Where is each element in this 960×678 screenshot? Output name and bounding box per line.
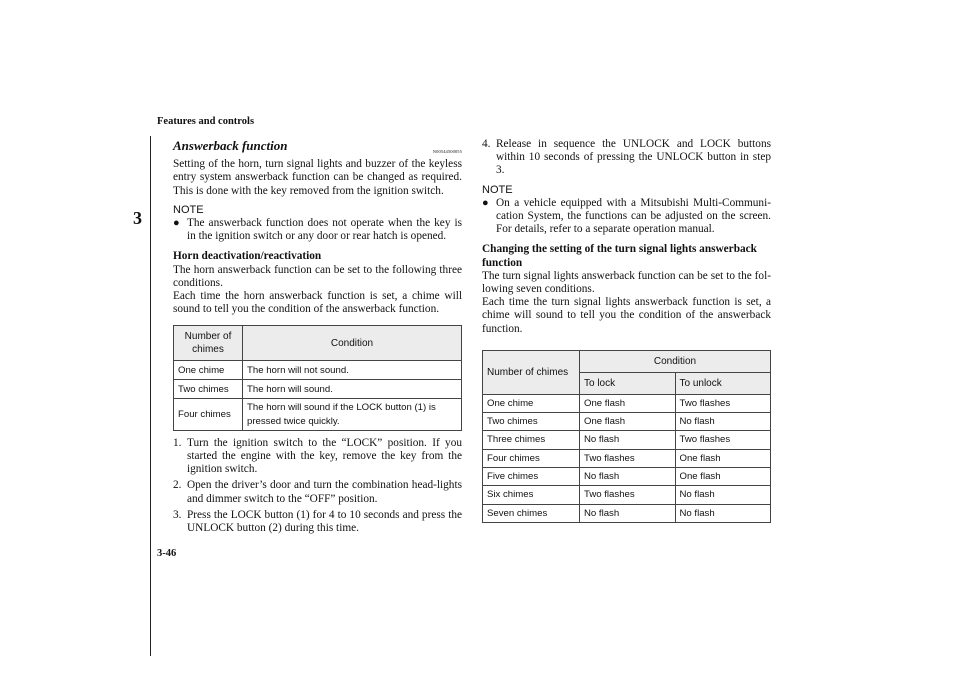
- turn-table-header-unlock: To unlock: [675, 372, 771, 394]
- turn-intro-2: Each time the turn signal lights answerback function is set, a chime will sound to tell you the condition of the answerback function.: [482, 296, 771, 335]
- table-cell: One flash: [675, 449, 771, 467]
- section-title: [173, 139, 462, 152]
- list-item: [173, 509, 462, 535]
- horn-heading: Horn deactivation/reactivation: [173, 250, 322, 263]
- list-item: [173, 437, 462, 477]
- table-cell: One flash: [580, 413, 676, 431]
- step-text: Turn the ignition switch to the “LOCK” position. If you started the engine with the key, remove the key from the ignition switch.: [187, 436, 462, 476]
- table-cell: Six chimes: [483, 486, 580, 504]
- table-cell: Two flashes: [675, 394, 771, 412]
- chapter-number: 3: [133, 208, 142, 228]
- table-row: [483, 468, 771, 486]
- step-text: Press the LOCK button (1) for 4 to 10 seconds and press the UNLOCK button (2) during this time.: [187, 508, 462, 535]
- steps-list-continued: [482, 138, 771, 178]
- table-cell: One chime: [483, 394, 580, 412]
- turn-table-header-lock: To lock: [580, 372, 676, 394]
- note-text: The answerback function does not operate when the key is in the ignition switch or any door or rear hatch is opened.: [187, 217, 462, 243]
- horn-table-header-condition: Condition: [243, 326, 462, 361]
- table-row: [174, 399, 462, 430]
- table-cell: No flash: [675, 504, 771, 522]
- note-label: NOTE: [173, 203, 204, 216]
- note-label: NOTE: [482, 183, 513, 196]
- table-cell: No flash: [675, 413, 771, 431]
- table-cell: Seven chimes: [483, 504, 580, 522]
- horn-table: [173, 325, 462, 430]
- turn-signal-table: [482, 350, 771, 523]
- step-text: Open the driver’s door and turn the combination head-lights and dimmer switch to the “OFF” position.: [187, 479, 462, 505]
- table-cell: Two chimes: [483, 413, 580, 431]
- step-number: 4.: [482, 138, 491, 150]
- page-number: 3-46: [157, 548, 177, 559]
- horn-intro: The horn answerback function can be set to the following three conditions.: [173, 263, 462, 289]
- table-cell: Two flashes: [580, 486, 676, 504]
- bullet-icon: ●: [173, 217, 180, 230]
- table-cell: The horn will sound if the LOCK button (1) is pressed twice quickly.: [243, 399, 462, 430]
- table-cell: No flash: [580, 504, 676, 522]
- list-item: [482, 138, 771, 178]
- horn-intro-2: Each time the horn answerback function is set, a chime will sound to tell you the condition of the answerback function.: [173, 290, 462, 316]
- turn-heading: Changing the setting of the turn signal lights answerback function: [482, 243, 757, 269]
- table-cell: Four chimes: [483, 449, 580, 467]
- steps-list: [173, 437, 462, 535]
- step-text: Release in sequence the UNLOCK and LOCK buttons within 10 seconds of pressing the UNLOCK button in step 3.: [496, 138, 771, 177]
- step-number: 1.: [173, 436, 182, 449]
- note-item: [482, 197, 771, 237]
- section-header: Features and controls: [157, 116, 255, 127]
- table-row: [483, 431, 771, 449]
- table-cell: One chime: [174, 361, 243, 380]
- note-text: On a vehicle equipped with a Mitsubishi Multi-Communi-cation System, the functions can be adjusted on the screen. For details, refer to a separate operation manual.: [496, 196, 771, 236]
- list-item: [173, 479, 462, 505]
- step-number: 3.: [173, 508, 182, 521]
- table-cell: One flash: [675, 468, 771, 486]
- table-row: [174, 380, 462, 399]
- table-row: [483, 449, 771, 467]
- table-row: [483, 413, 771, 431]
- table-cell: Three chimes: [483, 431, 580, 449]
- turn-table-header-condition: Condition: [580, 350, 771, 372]
- table-cell: Two chimes: [174, 380, 243, 399]
- chapter-divider: [150, 136, 151, 656]
- table-cell: No flash: [580, 431, 676, 449]
- table-row: [174, 361, 462, 380]
- table-cell: Four chimes: [174, 399, 243, 430]
- turn-intro: The turn signal lights answerback function can be set to the fol-lowing seven conditions.: [482, 269, 771, 296]
- table-row: [483, 486, 771, 504]
- bullet-icon: ●: [482, 196, 489, 209]
- table-cell: One flash: [580, 394, 676, 412]
- table-row: [483, 504, 771, 522]
- table-cell: Two flashes: [580, 449, 676, 467]
- section-code: N00544500055: [432, 149, 462, 154]
- table-cell: No flash: [675, 486, 771, 504]
- step-number: 2.: [173, 479, 182, 492]
- left-column: [173, 136, 462, 538]
- table-cell: Five chimes: [483, 468, 580, 486]
- section-title-text: Answerback function: [173, 138, 288, 153]
- table-cell: The horn will sound.: [243, 380, 462, 399]
- table-cell: Two flashes: [675, 431, 771, 449]
- table-row: [483, 394, 771, 412]
- turn-table-header-chimes: Number of chimes: [483, 350, 580, 394]
- intro-text: Setting of the horn, turn signal lights and buzzer of the keyless entry system answerback function can be changed as required. This is done with the key removed from the ignition switch.: [173, 158, 462, 197]
- table-cell: No flash: [580, 468, 676, 486]
- table-cell: The horn will not sound.: [243, 361, 462, 380]
- note-item: [173, 217, 462, 243]
- right-column: [482, 136, 771, 523]
- horn-table-header-chimes: Number of chimes: [174, 326, 243, 361]
